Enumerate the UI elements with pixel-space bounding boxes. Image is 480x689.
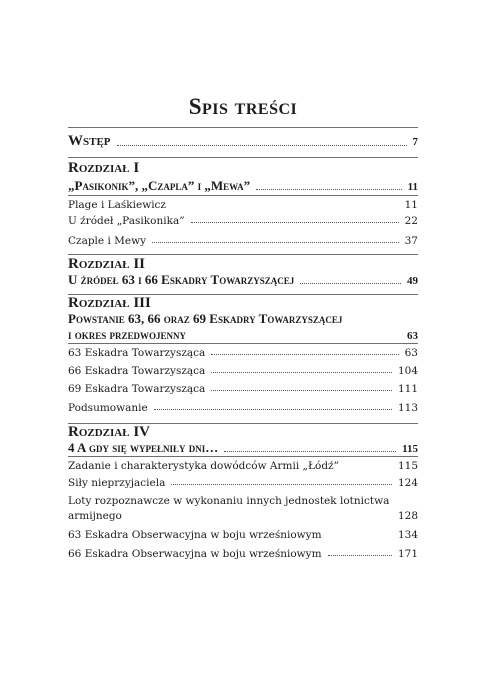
entry-page: 113	[397, 402, 418, 414]
entry-page: 104	[397, 365, 418, 377]
leader-dots	[172, 206, 399, 207]
divider	[68, 254, 418, 255]
divider	[68, 456, 418, 457]
entry-label: 4 A gdy się wypełniły dni…	[68, 440, 219, 455]
entry-page: 22	[404, 215, 418, 227]
leader-dots	[154, 409, 392, 410]
entry-page: 37	[404, 235, 418, 247]
entry-page: 11	[404, 199, 418, 211]
leader-dots	[191, 222, 399, 223]
leader-dots	[171, 484, 392, 485]
chapter-heading: Rozdział IV	[68, 424, 150, 440]
divider	[68, 157, 418, 158]
leader-dots	[117, 145, 407, 146]
leader-dots	[328, 536, 392, 537]
leader-dots	[256, 189, 401, 190]
toc-subentry[interactable]	[68, 365, 418, 377]
entry-label: 66 Eskadra Obserwacyjna w boju wrześniowym	[68, 548, 322, 560]
toc-subentry[interactable]	[68, 477, 418, 489]
leader-dots	[152, 242, 399, 243]
entry-label: Plage i Laśkiewicz	[68, 199, 166, 211]
leader-dots	[328, 555, 392, 556]
entry-page: 134	[397, 529, 418, 541]
entry-label-line: Loty rozpoznawcze w wykonaniu innych jednostek lotnictwa	[68, 495, 390, 507]
toc-subentry[interactable]	[68, 460, 418, 472]
entry-label: 66 Eskadra Towarzysząca	[68, 365, 206, 377]
chapter-title-line: Powstanie 63, 66 oraz 69 Eskadry Towarzyszącej	[68, 311, 343, 326]
toc-subentry[interactable]	[68, 510, 418, 522]
entry-page: 115	[402, 443, 418, 455]
page-title: Spis treści	[188, 94, 298, 119]
divider	[68, 195, 418, 196]
entry-page: 111	[397, 383, 418, 395]
entry-page: 49	[407, 275, 418, 287]
entry-label: „Pasikonik”, „Czapla” i „Mewa”	[68, 178, 251, 193]
entry-label: i okres przedwojenny	[68, 327, 187, 342]
entry-label: 63 Eskadra Towarzysząca	[68, 347, 206, 359]
entry-label: Siły nieprzyjaciela	[68, 477, 166, 489]
entry-page: 128	[397, 510, 418, 522]
leader-dots	[224, 451, 396, 452]
entry-page: 124	[397, 477, 418, 489]
entry-label: 63 Eskadra Obserwacyjna w boju wrześniowym	[68, 529, 322, 541]
entry-page: 115	[397, 460, 418, 472]
chapter-heading: Rozdział III	[68, 295, 151, 311]
leader-dots	[211, 372, 392, 373]
chapter-heading: Rozdział I	[68, 160, 140, 176]
entry-page: 63	[407, 330, 418, 342]
leader-dots	[192, 338, 401, 339]
leader-dots	[211, 354, 398, 355]
toc-entry-intro[interactable]	[68, 133, 418, 150]
leader-dots	[300, 283, 401, 284]
toc-entry-chapter3[interactable]	[68, 327, 418, 343]
toc-subentry[interactable]	[68, 383, 418, 395]
entry-page: 63	[404, 347, 418, 359]
entry-label: 69 Eskadra Towarzysząca	[68, 383, 206, 395]
entry-page: 171	[397, 548, 418, 560]
entry-page: 11	[407, 181, 418, 193]
entry-label: armijnego	[68, 510, 122, 522]
divider	[68, 127, 418, 128]
toc-subentry[interactable]	[68, 199, 418, 211]
toc-subentry[interactable]	[68, 215, 418, 227]
entry-page: 7	[412, 136, 418, 148]
toc-subentry[interactable]	[68, 548, 418, 560]
toc-subentry[interactable]	[68, 402, 418, 414]
toc-entry-chapter1[interactable]	[68, 178, 418, 194]
entry-label: Wstęp	[68, 133, 111, 149]
leader-dots	[128, 517, 392, 518]
entry-label: U źródeł „Pasikonika”	[68, 215, 185, 227]
entry-label: Czaple i Mewy	[68, 235, 147, 247]
leader-dots	[345, 467, 392, 468]
leader-dots	[211, 390, 392, 391]
toc-entry-chapter4[interactable]	[68, 440, 418, 456]
toc-entry-chapter2[interactable]	[68, 272, 418, 288]
toc-subentry[interactable]	[68, 347, 418, 359]
divider	[68, 343, 418, 344]
chapter-heading: Rozdział II	[68, 256, 145, 272]
toc-subentry[interactable]	[68, 235, 418, 247]
entry-label: Zadanie i charakterystyka dowódców Armii „Łódź”	[68, 460, 339, 472]
entry-label: Podsumowanie	[68, 402, 148, 414]
toc-subentry[interactable]	[68, 529, 418, 541]
entry-label: U źródeł 63 i 66 Eskadry Towarzyszącej	[68, 272, 295, 287]
